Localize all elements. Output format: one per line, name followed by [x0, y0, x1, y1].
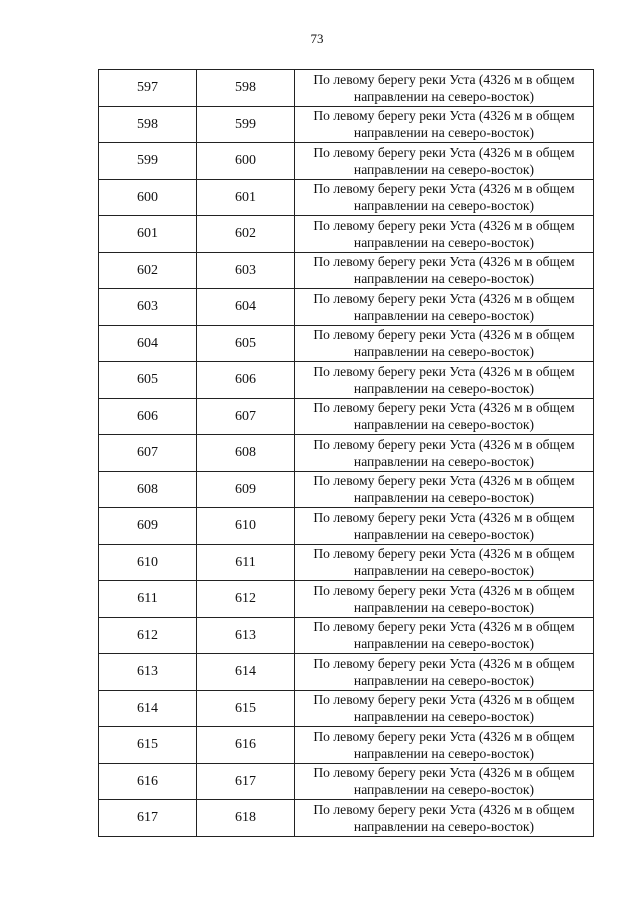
description-line-2: направлении на северо-восток): [353, 453, 535, 469]
description-line-2: направлении на северо-восток): [353, 307, 535, 323]
description-line-1: По левому берегу реки Уста (4326 м в общем: [313, 144, 575, 160]
table-row: [99, 654, 594, 691]
point-to-cell: 601: [197, 179, 295, 216]
point-from-cell: 613: [99, 654, 197, 691]
boundary-description-cell: [295, 143, 594, 180]
point-to-cell: 618: [197, 800, 295, 837]
description-line-2: направлении на северо-восток): [353, 563, 535, 579]
point-to-cell: 599: [197, 106, 295, 143]
point-from-cell: 604: [99, 325, 197, 362]
table-row: [99, 508, 594, 545]
point-from-cell: 611: [99, 581, 197, 618]
description-line-1: По левому берегу реки Уста (4326 м в общем: [313, 363, 575, 379]
table-body: [99, 70, 594, 837]
point-to-cell: 613: [197, 617, 295, 654]
description-line-1: По левому берегу реки Уста (4326 м в общем: [313, 71, 575, 87]
description-line-2: направлении на северо-восток): [353, 599, 535, 615]
table-row: [99, 106, 594, 143]
description-line-1: По левому берегу реки Уста (4326 м в общем: [313, 619, 575, 635]
table-row: [99, 763, 594, 800]
boundary-description-cell: [295, 216, 594, 253]
description-line-2: направлении на северо-восток): [353, 271, 535, 287]
point-from-cell: 610: [99, 544, 197, 581]
description-line-1: По левому берегу реки Уста (4326 м в общем: [313, 181, 575, 197]
boundary-description-cell: [295, 398, 594, 435]
description-line-1: По левому берегу реки Уста (4326 м в общем: [313, 546, 575, 562]
table-row: [99, 727, 594, 764]
description-line-1: По левому берегу реки Уста (4326 м в общем: [313, 801, 575, 817]
point-from-cell: 601: [99, 216, 197, 253]
boundary-description-cell: [295, 727, 594, 764]
description-line-1: По левому берегу реки Уста (4326 м в общем: [313, 765, 575, 781]
description-line-1: По левому берегу реки Уста (4326 м в общем: [313, 436, 575, 452]
boundary-description-cell: [295, 654, 594, 691]
point-to-cell: 609: [197, 471, 295, 508]
point-from-cell: 605: [99, 362, 197, 399]
boundary-description-cell: [295, 70, 594, 107]
table-row: [99, 471, 594, 508]
boundary-description-cell: [295, 252, 594, 289]
point-to-cell: 603: [197, 252, 295, 289]
description-line-2: направлении на северо-восток): [353, 636, 535, 652]
description-line-1: По левому берегу реки Уста (4326 м в общем: [313, 582, 575, 598]
description-line-2: направлении на северо-восток): [353, 672, 535, 688]
point-to-cell: 610: [197, 508, 295, 545]
boundary-description-cell: [295, 435, 594, 472]
point-from-cell: 614: [99, 690, 197, 727]
boundary-table: [98, 69, 594, 837]
point-to-cell: 614: [197, 654, 295, 691]
point-from-cell: 600: [99, 179, 197, 216]
boundary-description-cell: [295, 763, 594, 800]
point-to-cell: 605: [197, 325, 295, 362]
description-line-2: направлении на северо-восток): [353, 161, 535, 177]
point-to-cell: 604: [197, 289, 295, 326]
table-row: [99, 398, 594, 435]
description-line-2: направлении на северо-восток): [353, 380, 535, 396]
description-line-1: По левому берегу реки Уста (4326 м в общем: [313, 473, 575, 489]
description-line-2: направлении на северо-восток): [353, 234, 535, 250]
point-from-cell: 609: [99, 508, 197, 545]
point-to-cell: 612: [197, 581, 295, 618]
table-row: [99, 617, 594, 654]
table-row: [99, 289, 594, 326]
boundary-description-cell: [295, 508, 594, 545]
description-line-1: По левому берегу реки Уста (4326 м в общем: [313, 254, 575, 270]
point-from-cell: 598: [99, 106, 197, 143]
boundary-description-cell: [295, 179, 594, 216]
description-line-2: направлении на северо-восток): [353, 709, 535, 725]
table-row: [99, 362, 594, 399]
point-to-cell: 608: [197, 435, 295, 472]
point-to-cell: 600: [197, 143, 295, 180]
point-from-cell: 606: [99, 398, 197, 435]
point-to-cell: 606: [197, 362, 295, 399]
table-row: [99, 800, 594, 837]
point-from-cell: 608: [99, 471, 197, 508]
description-line-1: По левому берегу реки Уста (4326 м в общем: [313, 290, 575, 306]
table-row: [99, 143, 594, 180]
description-line-2: направлении на северо-восток): [353, 88, 535, 104]
table-row: [99, 252, 594, 289]
description-line-2: направлении на северо-восток): [353, 417, 535, 433]
description-line-2: направлении на северо-восток): [353, 818, 535, 834]
boundary-description-cell: [295, 544, 594, 581]
boundary-description-cell: [295, 325, 594, 362]
table-row: [99, 179, 594, 216]
point-to-cell: 611: [197, 544, 295, 581]
description-line-1: По левому берегу реки Уста (4326 м в общем: [313, 400, 575, 416]
table-row: [99, 581, 594, 618]
table-row: [99, 435, 594, 472]
boundary-description-cell: [295, 581, 594, 618]
description-line-1: По левому берегу реки Уста (4326 м в общем: [313, 728, 575, 744]
description-line-2: направлении на северо-восток): [353, 125, 535, 141]
table-row: [99, 216, 594, 253]
point-from-cell: 616: [99, 763, 197, 800]
point-to-cell: 616: [197, 727, 295, 764]
point-to-cell: 617: [197, 763, 295, 800]
table-row: [99, 690, 594, 727]
point-from-cell: 603: [99, 289, 197, 326]
description-line-1: По левому берегу реки Уста (4326 м в общем: [313, 108, 575, 124]
point-from-cell: 602: [99, 252, 197, 289]
description-line-1: По левому берегу реки Уста (4326 м в общем: [313, 217, 575, 233]
description-line-1: По левому берегу реки Уста (4326 м в общем: [313, 692, 575, 708]
description-line-2: направлении на северо-восток): [353, 782, 535, 798]
point-from-cell: 607: [99, 435, 197, 472]
description-line-1: По левому берегу реки Уста (4326 м в общем: [313, 509, 575, 525]
description-line-2: направлении на северо-восток): [353, 344, 535, 360]
description-line-2: направлении на северо-восток): [353, 198, 535, 214]
boundary-description-cell: [295, 362, 594, 399]
description-line-1: По левому берегу реки Уста (4326 м в общем: [313, 655, 575, 671]
description-line-2: направлении на северо-восток): [353, 745, 535, 761]
point-from-cell: 615: [99, 727, 197, 764]
point-to-cell: 602: [197, 216, 295, 253]
description-line-2: направлении на северо-восток): [353, 490, 535, 506]
point-from-cell: 599: [99, 143, 197, 180]
point-from-cell: 617: [99, 800, 197, 837]
point-from-cell: 612: [99, 617, 197, 654]
boundary-description-cell: [295, 471, 594, 508]
description-line-1: По левому берегу реки Уста (4326 м в общем: [313, 327, 575, 343]
description-line-2: направлении на северо-восток): [353, 526, 535, 542]
point-to-cell: 607: [197, 398, 295, 435]
boundary-description-cell: [295, 617, 594, 654]
point-to-cell: 615: [197, 690, 295, 727]
table-row: [99, 70, 594, 107]
boundary-description-cell: [295, 289, 594, 326]
point-from-cell: 597: [99, 70, 197, 107]
boundary-description-cell: [295, 106, 594, 143]
table-row: [99, 544, 594, 581]
point-to-cell: 598: [197, 70, 295, 107]
table-row: [99, 325, 594, 362]
page-number: 73: [310, 31, 324, 46]
boundary-description-cell: [295, 690, 594, 727]
boundary-description-cell: [295, 800, 594, 837]
